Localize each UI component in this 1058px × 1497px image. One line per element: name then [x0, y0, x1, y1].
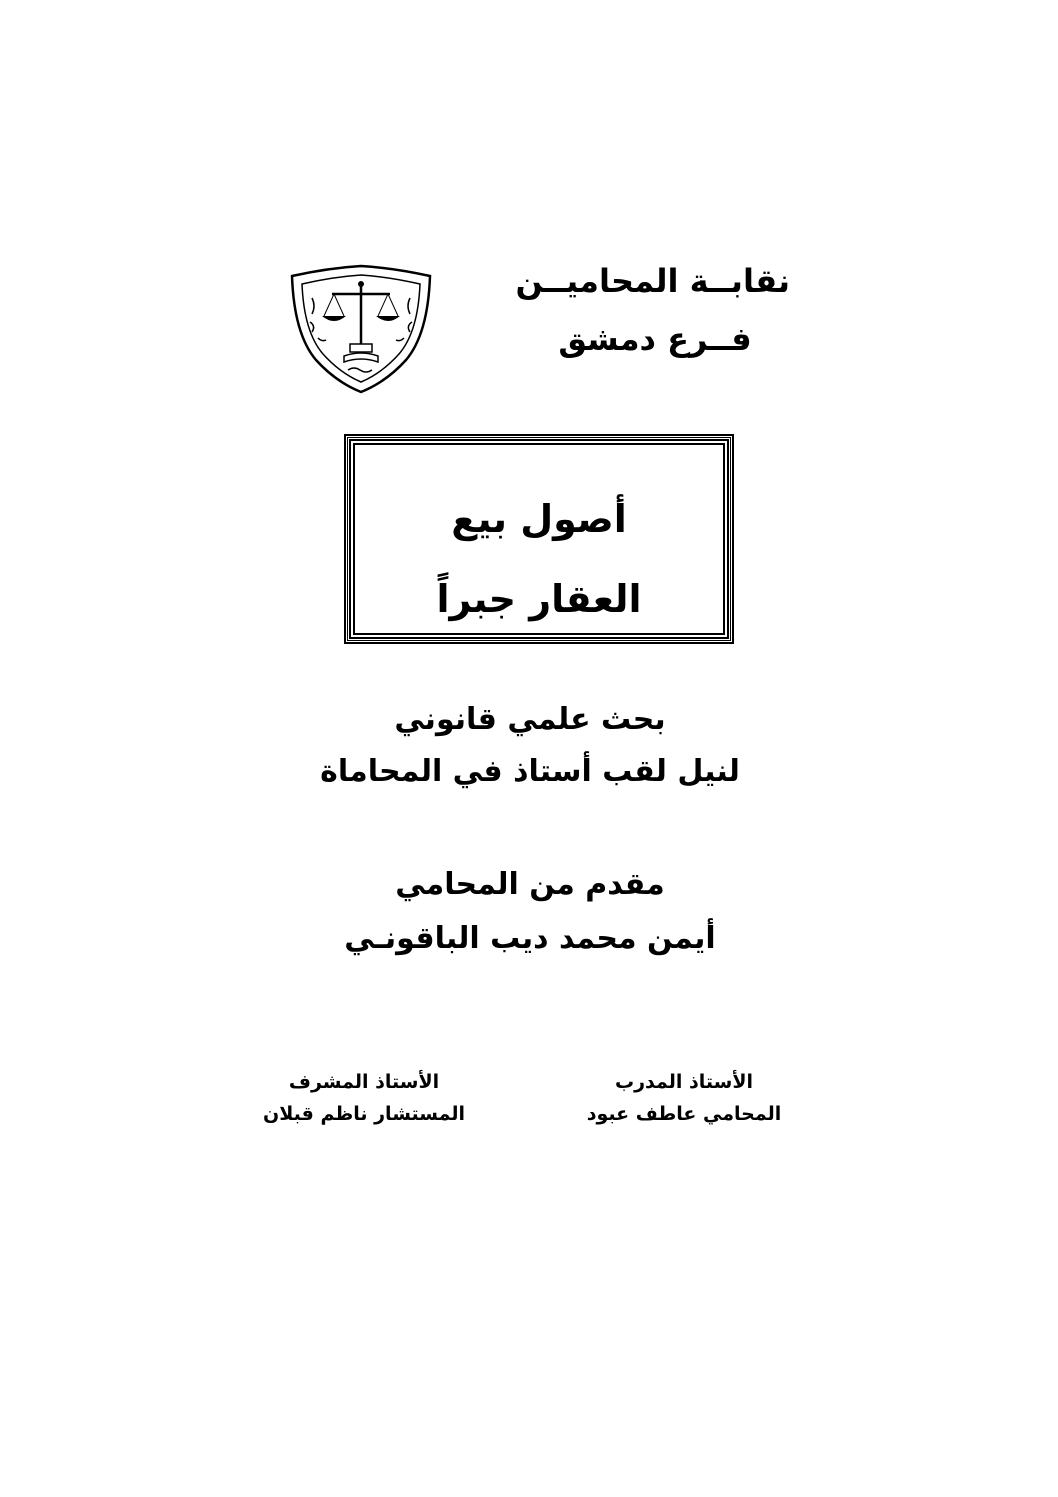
- document-title: [351, 479, 727, 639]
- bar-association-shield-icon: [288, 264, 434, 394]
- research-purpose: لنيل لقب أستاذ في المحاماة: [320, 754, 740, 789]
- presenter-label: مقدم من المحامي: [395, 867, 665, 902]
- title-frame: [344, 434, 734, 644]
- supervisor-block: [234, 1066, 494, 1130]
- presenter-name: أيمن محمد ديب الباقونـي: [344, 921, 716, 956]
- bar-association-header: [515, 252, 790, 368]
- branch-name: فــرع دمشق: [558, 320, 752, 358]
- trainer-name: المحامي عاطف عبود: [586, 1103, 782, 1125]
- supervisor-role: الأستاذ المشرف: [288, 1071, 440, 1093]
- presenter-block: [250, 858, 810, 966]
- title-line-2: العقار جبراً: [436, 577, 642, 621]
- trainer-block: [554, 1066, 814, 1130]
- research-type: بحث علمي قانوني: [394, 702, 666, 737]
- trainer-role: الأستاذ المدرب: [615, 1071, 753, 1093]
- title-line-1: أصول بيع: [451, 497, 627, 541]
- association-name: نقابــة المحاميــن: [515, 262, 790, 300]
- research-description: [250, 694, 810, 798]
- supervisor-name: المستشار ناظم قبلان: [262, 1103, 465, 1125]
